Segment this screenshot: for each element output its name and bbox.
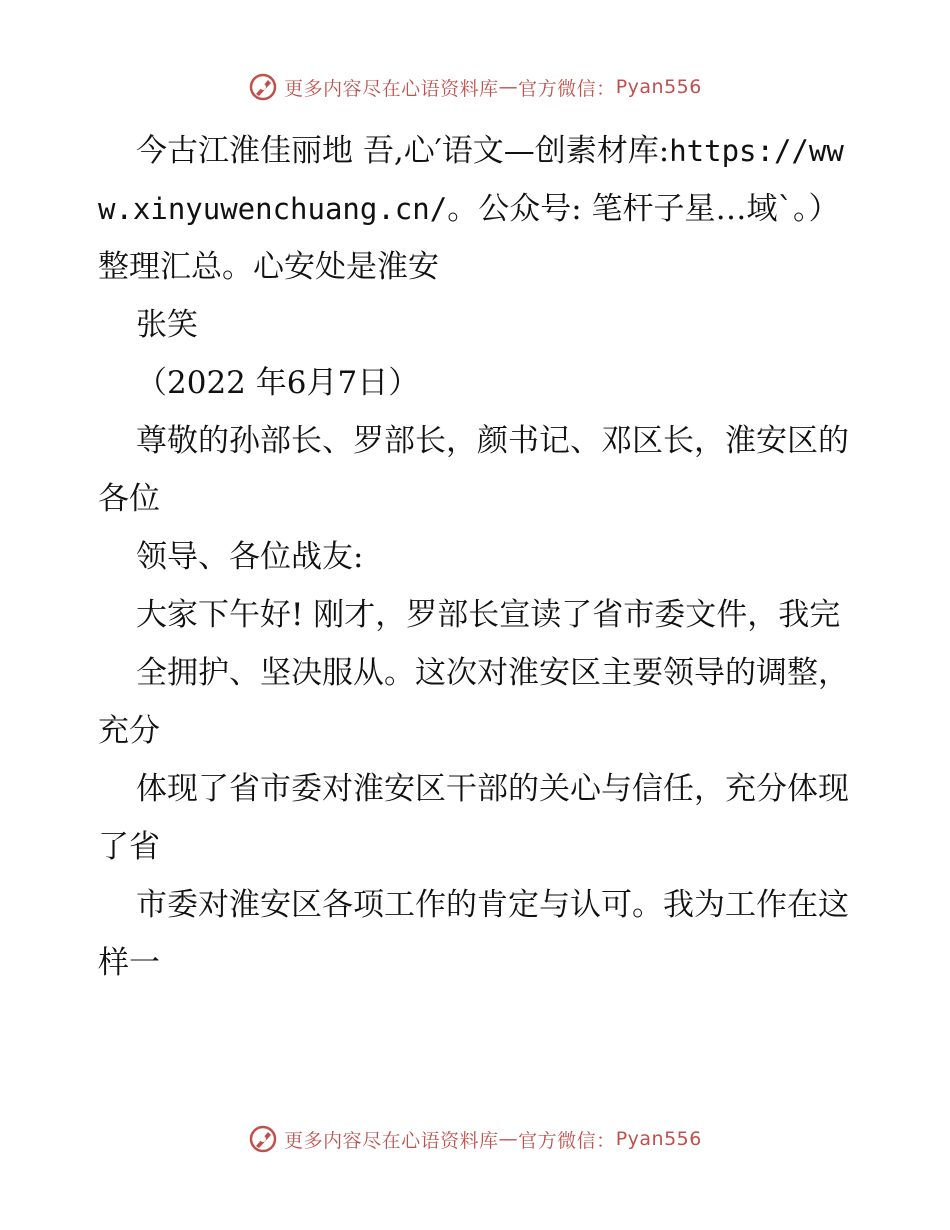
paragraph-support: 全拥护、坚决服从。这次对淮安区主要领导的调整，充分	[98, 655, 849, 749]
banner-wechat-id: Pyan556	[615, 76, 702, 98]
banner-separator: —	[498, 1128, 519, 1150]
paragraph-greeting: 大家下午好! 刚才，罗部长宣读了省市委文件，我完	[136, 597, 841, 633]
banner-wechat-label: 官方微信：	[518, 77, 616, 100]
banner-site: 更多内容尽在心语资料库	[284, 1129, 499, 1152]
pen-seal-icon	[248, 1124, 278, 1154]
source-url: https://www.xinyuwenchuang.cn/	[98, 134, 844, 226]
header-watermark	[0, 72, 950, 102]
banner-wechat-id: Pyan556	[615, 1128, 702, 1150]
intro-line2: 。公众号: 笔杆子星…域ˋ。）整理汇总。心安处是淮安	[98, 191, 840, 285]
intro-paragraph	[98, 122, 858, 296]
banner-separator: —	[498, 76, 519, 98]
paragraph-recognition: 市委对淮安区各项工作的肯定与认可。我为工作在这样一	[98, 887, 849, 981]
footer-watermark	[0, 1124, 950, 1154]
intro-line1: 今古江淮佳丽地 吾,心′语文—创素材库:	[136, 133, 670, 169]
paragraph-trust: 体现了省市委对淮安区干部的关心与信任，充分体现了省	[98, 771, 849, 865]
paragraph-salutation: 尊敬的孙部长、罗部长，颜书记、邓区长，淮安区的各位	[98, 423, 849, 517]
banner-site: 更多内容尽在心语资料库	[284, 77, 499, 100]
banner-wechat-label: 官方微信：	[518, 1129, 616, 1152]
document-body	[98, 122, 858, 992]
pen-seal-icon	[248, 72, 278, 102]
author-name: 张笑	[136, 307, 198, 343]
paragraph-salutation-cont: 领导、各位战友:	[136, 539, 364, 575]
speech-date: （2022 年6月7日）	[136, 365, 420, 401]
